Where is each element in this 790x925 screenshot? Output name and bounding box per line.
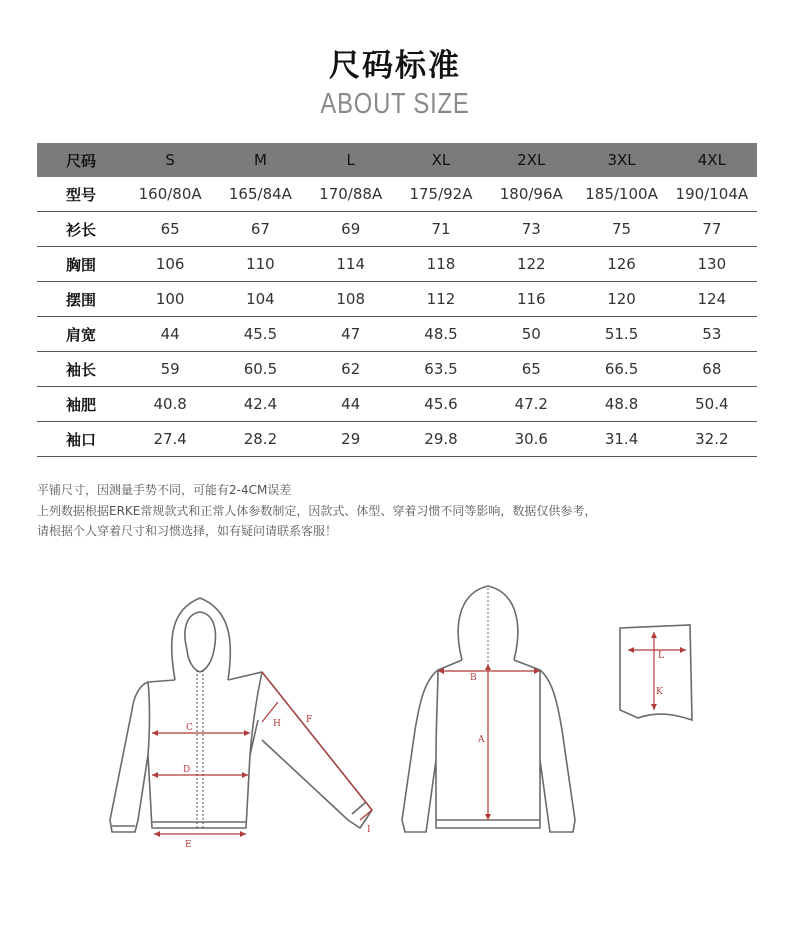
hood-measurements: [628, 632, 686, 710]
header-cell: XL: [396, 143, 486, 177]
table-cell: 120: [576, 282, 666, 317]
table-cell: 29.8: [396, 422, 486, 457]
label-i: I: [367, 825, 371, 835]
table-cell: 53: [667, 317, 757, 352]
table-cell: 73: [486, 212, 576, 247]
back-measurements: [438, 664, 540, 820]
table-cell: 160/80A: [125, 177, 215, 212]
label-e: E: [185, 840, 192, 850]
table-cell: 75: [576, 212, 666, 247]
table-cell: 30.6: [486, 422, 576, 457]
label-k: K: [656, 687, 663, 697]
page-subtitle: ABOUT SIZE: [320, 88, 470, 120]
label-h: H: [273, 719, 281, 729]
row-label: 摆围: [37, 282, 125, 317]
table-cell: 50.4: [667, 387, 757, 422]
size-notes: [37, 480, 757, 542]
label-c: C: [186, 723, 193, 733]
table-cell: 67: [215, 212, 305, 247]
table-cell: 47: [306, 317, 396, 352]
table-cell: 71: [396, 212, 486, 247]
table-cell: 45.6: [396, 387, 486, 422]
table-cell: 45.5: [215, 317, 305, 352]
table-cell: 170/88A: [306, 177, 396, 212]
table-cell: 40.8: [125, 387, 215, 422]
table-cell: 68: [667, 352, 757, 387]
table-cell: 65: [486, 352, 576, 387]
table-cell: 104: [215, 282, 305, 317]
table-cell: 180/96A: [486, 177, 576, 212]
table-cell: 77: [667, 212, 757, 247]
table-cell: 50: [486, 317, 576, 352]
table-row: [37, 177, 757, 212]
size-table-header: [37, 143, 757, 177]
note-line: 上列数据根据ERKE常规款式和正常人体参数制定，因款式、体型、穿着习惯不同等影响，数据仅供参考，: [37, 503, 597, 518]
zipper-line: [197, 670, 203, 828]
table-cell: 65: [125, 212, 215, 247]
table-cell: 48.8: [576, 387, 666, 422]
table-cell: 66.5: [576, 352, 666, 387]
table-row: [37, 317, 757, 352]
header-cell: 3XL: [576, 143, 666, 177]
front-jacket-illustration: [110, 598, 372, 832]
table-cell: 29: [306, 422, 396, 457]
label-d: D: [183, 765, 191, 775]
table-row: [37, 422, 757, 457]
label-f: F: [306, 715, 313, 725]
note-line: 平铺尺寸，因测量手势不同，可能有2-4CM误差: [37, 483, 292, 497]
table-cell: 60.5: [215, 352, 305, 387]
row-label: 胸围: [37, 247, 125, 282]
table-row: [37, 282, 757, 317]
row-label: 肩宽: [37, 317, 125, 352]
table-cell: 175/92A: [396, 177, 486, 212]
table-row: [37, 247, 757, 282]
table-cell: 185/100A: [576, 177, 666, 212]
table-cell: 130: [667, 247, 757, 282]
table-cell: 28.2: [215, 422, 305, 457]
table-cell: 59: [125, 352, 215, 387]
table-row: [37, 352, 757, 387]
table-cell: 47.2: [486, 387, 576, 422]
label-l: L: [658, 651, 664, 661]
table-cell: 126: [576, 247, 666, 282]
note-line: 请根据个人穿着尺寸和习惯选择，如有疑问请联系客服！: [37, 524, 338, 538]
table-cell: 62: [306, 352, 396, 387]
table-cell: 122: [486, 247, 576, 282]
size-table-body: [37, 177, 757, 457]
table-cell: 118: [396, 247, 486, 282]
table-row: [37, 387, 757, 422]
table-cell: 42.4: [215, 387, 305, 422]
header-cell: L: [306, 143, 396, 177]
table-cell: 116: [486, 282, 576, 317]
table-cell: 190/104A: [667, 177, 757, 212]
header-cell: 尺码: [37, 143, 125, 177]
row-label: 袖长: [37, 352, 125, 387]
label-a: A: [478, 735, 485, 745]
size-table: [37, 143, 757, 457]
header-cell: S: [125, 143, 215, 177]
table-cell: 165/84A: [215, 177, 305, 212]
page-title: 尺码标准: [329, 48, 461, 84]
table-cell: 110: [215, 247, 305, 282]
table-cell: 27.4: [125, 422, 215, 457]
table-cell: 44: [125, 317, 215, 352]
row-label: 型号: [37, 177, 125, 212]
table-cell: 112: [396, 282, 486, 317]
table-cell: 48.5: [396, 317, 486, 352]
label-b: B: [470, 673, 477, 683]
table-cell: 31.4: [576, 422, 666, 457]
row-label: 袖肥: [37, 387, 125, 422]
measurement-diagram: [0, 570, 790, 860]
table-cell: 100: [125, 282, 215, 317]
table-cell: 63.5: [396, 352, 486, 387]
row-label: 衫长: [37, 212, 125, 247]
table-cell: 44: [306, 387, 396, 422]
table-cell: 114: [306, 247, 396, 282]
header-cell: 2XL: [486, 143, 576, 177]
table-cell: 124: [667, 282, 757, 317]
table-cell: 32.2: [667, 422, 757, 457]
table-cell: 106: [125, 247, 215, 282]
table-cell: 108: [306, 282, 396, 317]
table-row: [37, 212, 757, 247]
table-cell: 51.5: [576, 317, 666, 352]
header-cell: 4XL: [667, 143, 757, 177]
header-cell: M: [215, 143, 305, 177]
row-label: 袖口: [37, 422, 125, 457]
table-cell: 69: [306, 212, 396, 247]
